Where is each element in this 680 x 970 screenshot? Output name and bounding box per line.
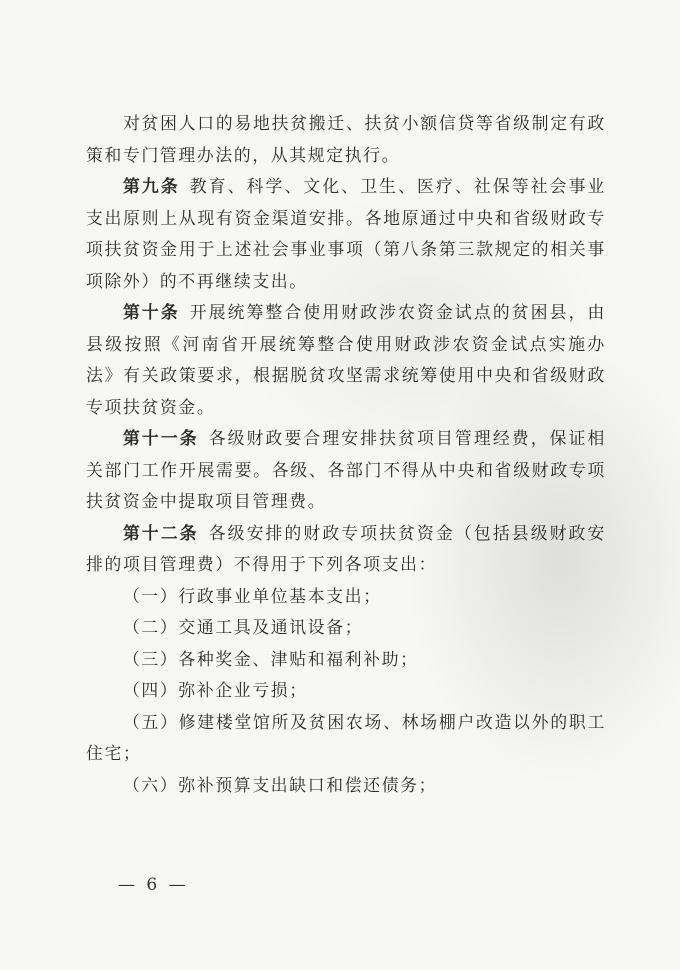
list-item-2 — [86, 612, 606, 644]
paragraph-article-10 — [86, 297, 606, 423]
list-item-text: （二）交通工具及通讯设备； — [122, 617, 364, 637]
list-item-text: （四）弥补企业亏损； — [122, 680, 308, 700]
list-item-text: （三）各种奖金、津贴和福利补助； — [122, 648, 419, 669]
paragraph-article-11 — [86, 423, 606, 518]
list-item-1 — [86, 581, 606, 613]
list-item-5 — [86, 707, 606, 770]
list-item-text: （六）弥补预算支出缺口和偿还债务； — [122, 774, 438, 795]
paragraph-1 — [86, 108, 606, 171]
paragraph-text: 各级财政要合理安排扶贫项目管理经费，保证相关部门工作开展需要。各级、各部门不得从中央和省级财政专项扶贫资金中提取项目管理费。 — [86, 428, 606, 511]
list-item-3 — [86, 644, 606, 676]
paragraph-text: 对贫困人口的易地扶贫搬迁、扶贫小额信贷等省级制定有政策和专门管理办法的，从其规定执行。 — [86, 113, 606, 165]
article-heading: 第十条 — [122, 302, 180, 322]
list-item-text: （一）行政事业单位基本支出； — [122, 585, 382, 606]
article-heading: 第十一条 — [122, 428, 199, 448]
list-item-4 — [86, 675, 606, 707]
page-number: — 6 — — [118, 875, 189, 895]
paragraph-text: 各级安排的财政专项扶贫资金（包括县级财政安排的项目管理费）不得用于下列各项支出： — [86, 522, 606, 574]
document-body — [86, 108, 606, 801]
list-item-text: （五）修建楼堂馆所及贫困农场、林场棚户改造以外的职工住宅； — [86, 711, 606, 763]
paragraph-article-9 — [86, 171, 606, 297]
paragraph-text: 教育、科学、文化、卫生、医疗、社保等社会事业支出原则上从现有资金渠道安排。各地原通过中央和省级财政专项扶贫资金用于上述社会事业事项（第八条第三款规定的相关事项除外）的不再继续支出。 — [86, 176, 606, 291]
article-heading: 第九条 — [122, 176, 180, 196]
article-heading: 第十二条 — [122, 522, 199, 543]
paragraph-text: 开展统筹整合使用财政涉农资金试点的贫困县，由县级按照《河南省开展统筹整合使用财政涉农资金试点实施办法》有关政策要求，根据脱贫攻坚需求统筹使用中央和省级财政专项扶贫资金。 — [86, 302, 606, 417]
list-item-6 — [86, 770, 606, 802]
paragraph-article-12 — [86, 518, 606, 581]
